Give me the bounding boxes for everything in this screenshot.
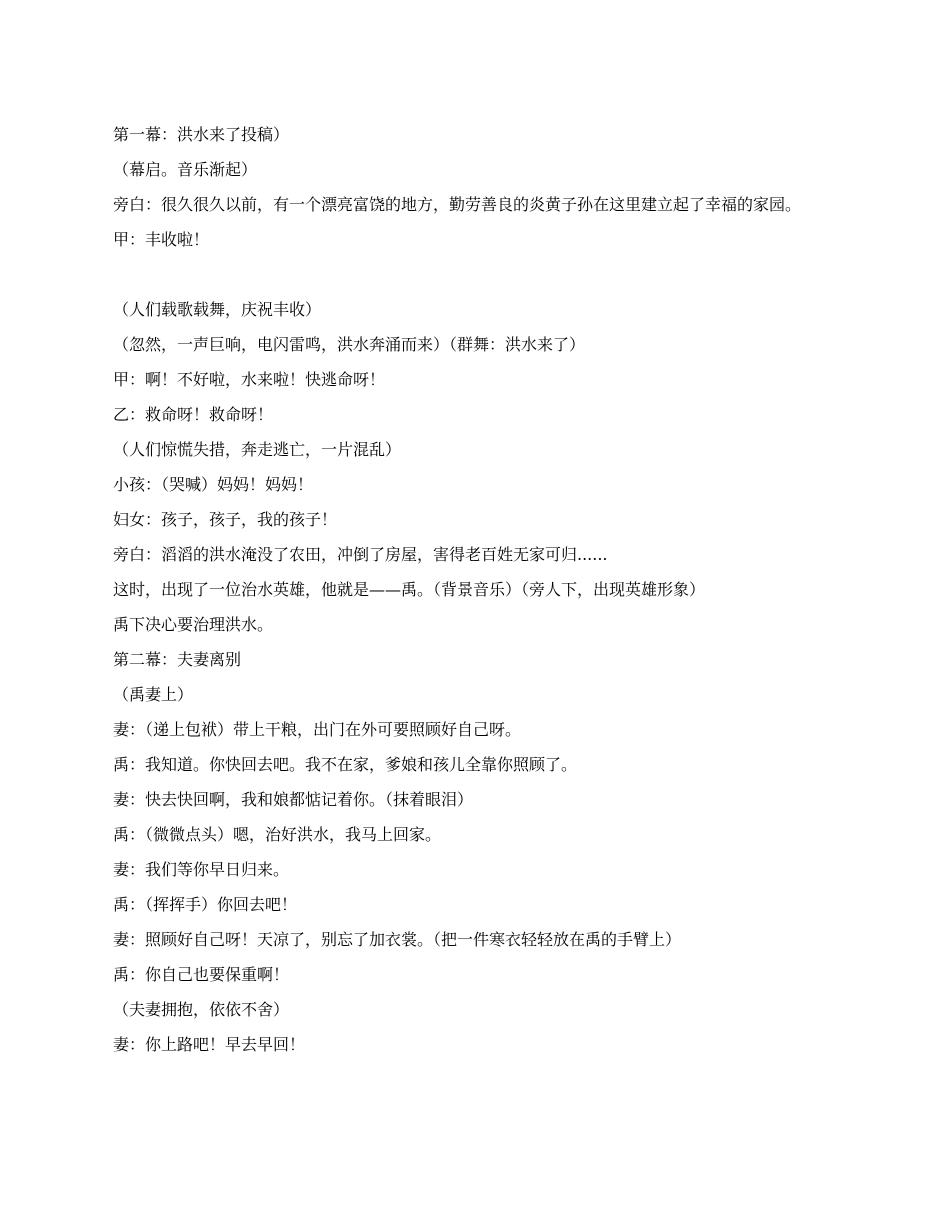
act-one-heading: 第一幕：洪水来了投稿）	[113, 125, 290, 144]
narration-line: 禹下决心要治理洪水。	[113, 615, 274, 634]
act-two-heading: 第二幕：夫妻离别	[113, 650, 242, 669]
narration-line: 这时，出现了一位治水英雄，他就是——禹。（背景音乐）（旁人下，出现英雄形象）	[113, 580, 706, 599]
dialogue-line: 小孩：（哭喊）妈妈！妈妈！	[113, 475, 314, 494]
dialogue-line: 甲：啊！不好啦，水来啦！快逃命呀！	[113, 370, 386, 389]
dialogue-line: 乙：救命呀！救命呀！	[113, 405, 274, 424]
stage-direction: （幕启。音乐渐起）	[113, 160, 258, 179]
stage-direction: （人们载歌载舞，庆祝丰收）	[113, 300, 322, 319]
dialogue-line: 甲：丰收啦！	[113, 230, 210, 249]
stage-direction: （忽然，一声巨响，电闪雷鸣，洪水奔涌而来）（群舞：洪水来了）	[113, 335, 586, 354]
dialogue-line: 禹：（挥挥手）你回去吧！	[113, 895, 298, 914]
dialogue-line: 妻：我们等你早日归来。	[113, 860, 290, 879]
dialogue-line: 禹：我知道。你快回去吧。我不在家，爹娘和孩儿全靠你照顾了。	[113, 755, 578, 774]
dialogue-line: 妻：照顾好自己呀！天凉了，别忘了加衣裳。（把一件寒衣轻轻放在禹的手臂上）	[113, 930, 682, 949]
narration-line: 旁白：滔滔的洪水淹没了农田，冲倒了房屋，害得老百姓无家可归......	[113, 545, 608, 564]
dialogue-line: 禹：你自己也要保重啊！	[113, 965, 290, 984]
dialogue-line: 妻：快去快回啊，我和娘都惦记着你。（抹着眼泪）	[113, 790, 474, 809]
blank-gap	[113, 266, 838, 301]
dialogue-line: 禹：（微微点头）嗯，治好洪水，我马上回家。	[113, 825, 442, 844]
stage-direction: （人们惊慌失措，奔走逃亡，一片混乱）	[113, 440, 402, 459]
document-page	[113, 126, 838, 1071]
dialogue-line: 妻：你上路吧！早去早回！	[113, 1035, 306, 1054]
stage-direction: （禹妻上）	[113, 685, 194, 704]
dialogue-line: 妻：（递上包袱）带上干粮，出门在外可要照顾好自己呀。	[113, 720, 522, 739]
dialogue-line: 妇女：孩子，孩子，我的孩子！	[113, 510, 338, 529]
narration-line: 旁白：很久很久以前，有一个漂亮富饶的地方，勤劳善良的炎黄子孙在这里建立起了幸福的家园。	[113, 195, 802, 214]
stage-direction: （夫妻拥抱，依依不舍）	[113, 1000, 290, 1019]
